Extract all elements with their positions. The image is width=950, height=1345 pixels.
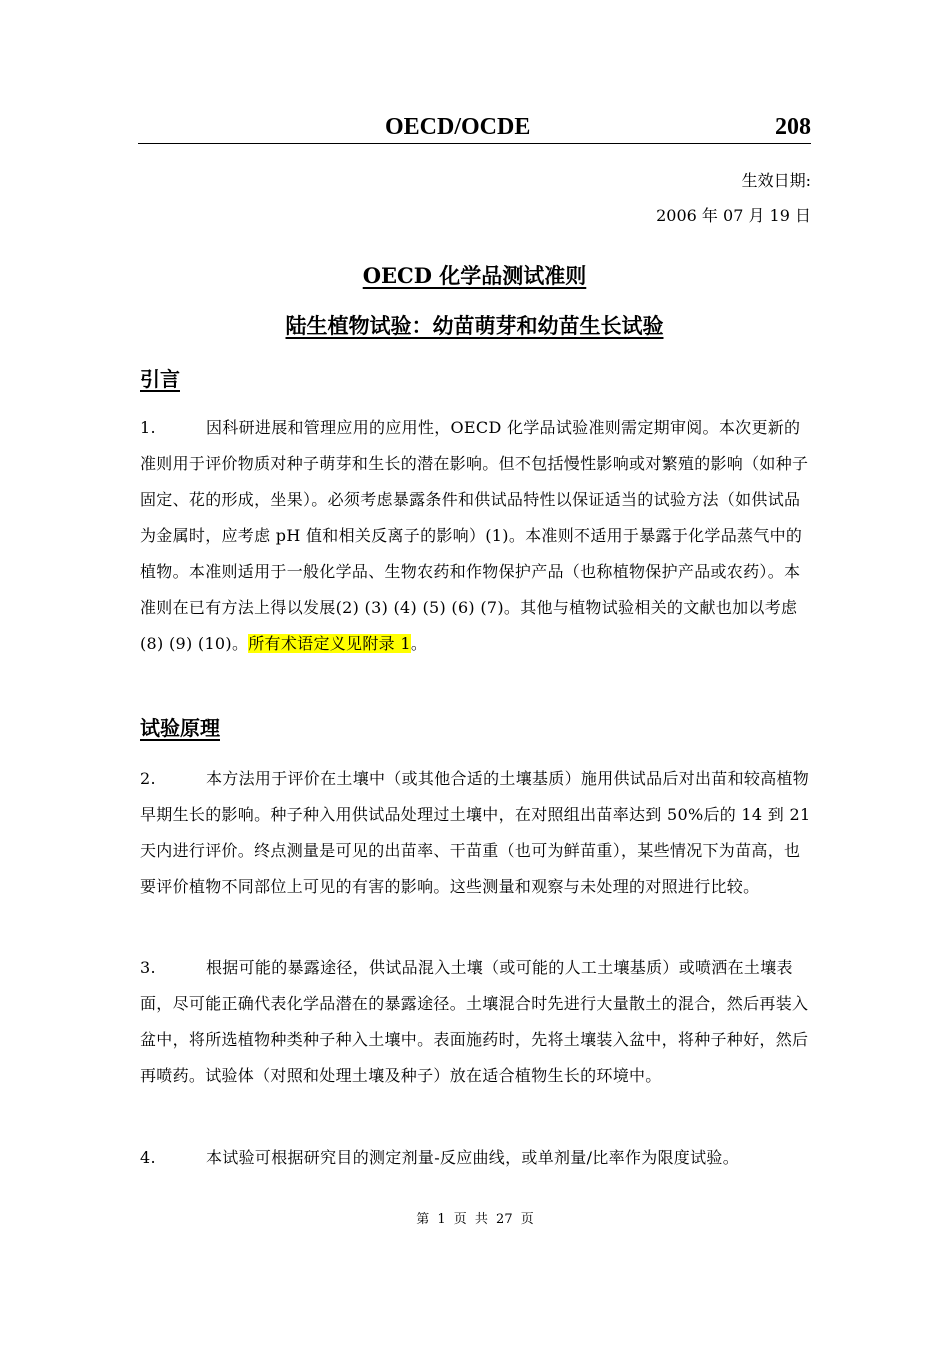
paragraph-text: 因科研进展和管理应用的应用性，OECD 化学品试验准则需定期审阅。本次更新的准则用于评价物质对种子萌芽和生长的潜在影响。但不包括慢性影响或对繁殖的影响（如种子固定、花的形成，坐果）。必须考虑暴露条件和供试品特性以保证适当的试验方法（如供试品为金属时，应考虑 pH 值和相关反离子的影响）(1)。本准则不适用于暴露于化学品蒸气中的植物。本准则适用于一般化学品、生物农药和作物保护产品（也称植物保护产品或农药）。本准则在已有方法上得以发展(2) (3) (4) (5) (6) (7)。其他与植物试验相关的文献也加以考虑 (8) (9) (10)。 xyxy=(140,418,809,653)
paragraph-3 xyxy=(140,950,811,1094)
paragraph-number: 2. xyxy=(140,769,156,788)
header-number: 208 xyxy=(775,114,811,140)
document-subtitle-text: 陆生植物试验：幼苗萌芽和幼苗生长试验 xyxy=(285,313,664,338)
paragraph-text: 本方法用于评价在土壤中（或其他合适的土壤基质）施用供试品后对出苗和较高植物早期生长的影响。种子种入用供试品处理过土壤中，在对照组出苗率达到 50%后的 14 到 21 天内进行评价。终点测量是可见的出苗率、干苗重（也可为鲜苗重），某些情况下为苗高，也要评价植物不同部位上可见的有害的影响。这些测量和观察与未处理的对照进行比较。 xyxy=(140,769,811,896)
paragraph-number: 1. xyxy=(140,418,156,437)
section-heading-intro: 引言 xyxy=(140,367,180,391)
document-title-text: OECD 化学品测试准则 xyxy=(362,263,587,288)
document-title xyxy=(138,262,811,290)
highlighted-text: 所有术语定义见附录 1 xyxy=(248,634,411,653)
paragraph-2 xyxy=(140,761,811,905)
paragraph-text: 本试验可根据研究目的测定剂量-反应曲线，或单剂量/比率作为限度试验。 xyxy=(206,1148,739,1167)
paragraph-text: 根据可能的暴露途径，供试品混入土壤（或可能的人工土壤基质）或喷洒在土壤表面，尽可能正确代表化学品潜在的暴露途径。土壤混合时先进行大量散土的混合，然后再装入盆中，将所选植物种类种子种入土壤中。表面施药时，先将土壤装入盆中，将种子种好，然后再喷药。试验体（对照和处理土壤及种子）放在适合植物生长的环境中。 xyxy=(140,958,809,1085)
paragraph-4 xyxy=(140,1140,811,1176)
page-header xyxy=(138,112,811,144)
section-heading-principle: 试验原理 xyxy=(140,716,220,740)
paragraph-1 xyxy=(140,410,811,662)
document-subtitle xyxy=(138,312,811,340)
effective-date-value: 2006 年 07 月 19 日 xyxy=(656,206,811,225)
effective-date-label: 生效日期: xyxy=(741,171,811,190)
paragraph-number: 4. xyxy=(140,1148,156,1167)
paragraph-number: 3. xyxy=(140,958,156,977)
page-footer: 第 1 页 共 27 页 xyxy=(416,1212,534,1227)
paragraph-end: 。 xyxy=(410,634,428,653)
header-org: OECD/OCDE xyxy=(385,114,531,140)
